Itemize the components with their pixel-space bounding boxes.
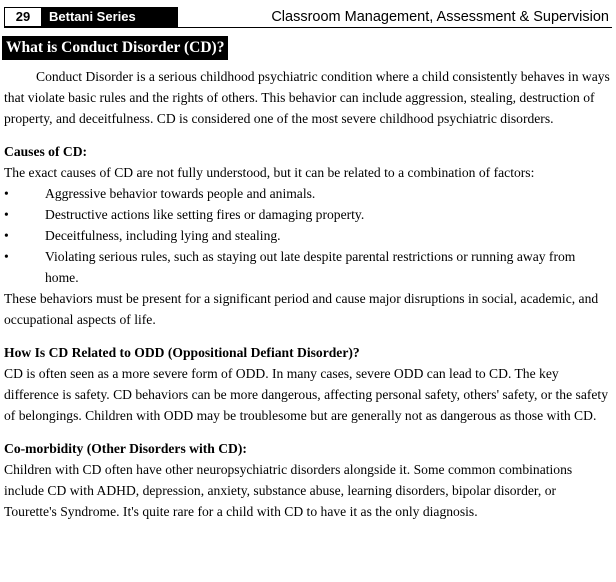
spacer [4, 330, 610, 342]
list-item [4, 204, 610, 225]
page-header [4, 7, 612, 28]
spacer [4, 426, 610, 438]
list-item-text: Deceitfulness, including lying and stealing. [45, 228, 281, 243]
list-item-text: Violating serious rules, such as staying out late despite parental restrictions or running away from home. [45, 249, 576, 285]
running-title: Classroom Management, Assessment & Supervision [271, 9, 609, 25]
list-item-text: Aggressive behavior towards people and animals. [45, 186, 316, 201]
causes-heading: Causes of CD: [4, 144, 88, 159]
causes-closing: These behaviors must be present for a significant period and cause major disruptions in social, academic, and occupational aspects of life. [4, 291, 599, 327]
page-number: 29 [4, 7, 42, 27]
bullet-icon: • [4, 249, 9, 264]
list-item [4, 246, 610, 288]
odd-paragraph: CD is often seen as a more severe form of ODD. In many cases, severe ODD can lead to CD. The key difference is safety. CD behaviors can be more dangerous, affecting personal safety, others' safety, or the safety of belongings. Children with ODD may be troublesome but are generally not as dangerous as those with CD. [4, 366, 608, 423]
list-item [4, 183, 610, 204]
list-item [4, 225, 610, 246]
odd-heading: How Is CD Related to ODD (Oppositional Defiant Disorder)? [4, 345, 360, 360]
section-title: What is Conduct Disorder (CD)? [2, 36, 228, 60]
comorbidity-paragraph: Children with CD often have other neuropsychiatric disorders alongside it. Some common combinations include CD with ADHD, depression, anxiety, substance abuse, learning disorders, bipolar disorder, or Tourette's Syndrome. It's quite rare for a child with CD to have it as the only diagnosis. [4, 462, 573, 519]
causes-lead: The exact causes of CD are not fully understood, but it can be related to a combination of factors: [4, 165, 535, 180]
list-item-text: Destructive actions like setting fires or damaging property. [45, 207, 365, 222]
article-body [4, 66, 610, 522]
series-label: Bettani Series [42, 7, 178, 27]
intro-paragraph: Conduct Disorder is a serious childhood psychiatric condition where a child consistently behaves in ways that violate basic rules and the rights of others. This behavior can include aggression, stealing, destruction of property, and deceitfulness. CD is considered one of the most severe childhood psychiatric disorders. [4, 69, 610, 126]
spacer [4, 129, 610, 141]
bullet-icon: • [4, 228, 9, 243]
bullet-icon: • [4, 207, 9, 222]
comorbidity-heading: Co-morbidity (Other Disorders with CD): [4, 441, 247, 456]
bullet-icon: • [4, 186, 9, 201]
causes-list [4, 183, 610, 288]
